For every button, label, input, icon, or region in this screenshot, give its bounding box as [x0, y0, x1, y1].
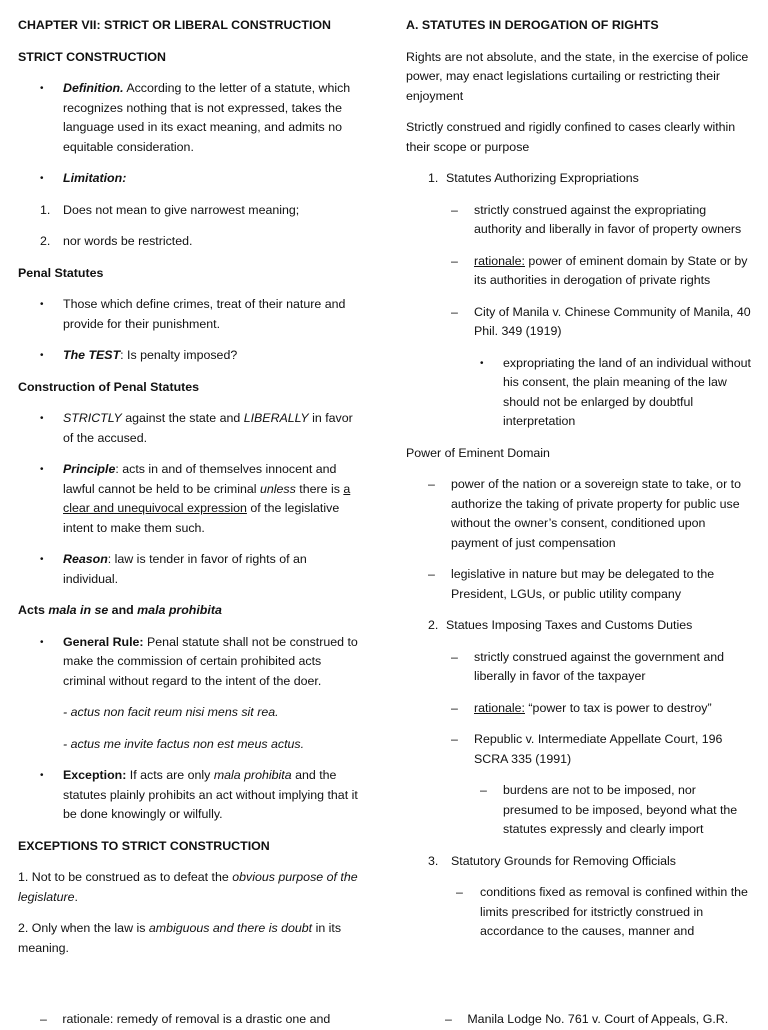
exception-2 [18, 919, 363, 958]
acts-a: Acts [18, 603, 49, 617]
bullet: • [40, 173, 44, 184]
case-holding: burdens are not to be imposed, nor presumed to be imposed, beyond what the statutes expressly and clearly import [503, 783, 738, 836]
principle-item [18, 460, 363, 538]
bullet: • [40, 83, 44, 94]
general-rule-item [18, 633, 363, 692]
dash: – [451, 202, 458, 217]
general-rule-text: Penal statute shall not be construed to make the commission of certain prohibited acts criminal without regard to the intent of the doer. [63, 634, 358, 688]
strictly-end: in favor of the accused. [63, 411, 353, 445]
limitation-2-text: nor words be restricted. [63, 234, 193, 248]
case-holding: expropriating the land of an individual without his consent, the plain meaning of the law should not be enlarged by doubtful interpretation [503, 355, 751, 428]
expropriations-item [406, 169, 751, 189]
liberally-word: LIBERALLY [243, 411, 309, 425]
definition-item [18, 79, 363, 157]
limitation-item [18, 169, 363, 189]
principle-text-c: of the legislative intent to make them such. [63, 501, 340, 535]
exception-label: Exception: [63, 768, 127, 782]
expropriations-title: Statutes Authorizing Expropriations [446, 171, 639, 185]
strictly-construed-paragraph: Strictly construed and rigidly confined to cases clearly within their scope or purpose [406, 120, 736, 154]
penal-statutes-heading: Penal Statutes [18, 265, 104, 280]
principle-text-b: there is [295, 481, 344, 496]
right-tail-item [445, 1010, 728, 1030]
rights-paragraph: Rights are not absolute, and the state, in the exercise of police power, may enact legislations curtailing or restricting their enjoyment [406, 49, 749, 103]
expropriation-dash-3 [406, 303, 751, 342]
left-tail-text: rationale: remedy of removal is a drastic one and [62, 1012, 331, 1026]
exception-mala-prohibita: mala prohibita [213, 768, 292, 782]
bullet: • [40, 464, 44, 475]
tax-sub-dash [406, 781, 751, 840]
eminent-dash-1 [406, 475, 751, 553]
exc2-em: ambiguous and there is doubt [148, 921, 313, 935]
strictly-word: STRICTLY [63, 411, 122, 425]
latin-maxim-1: - actus non facit reum nisi mens sit rea. [63, 705, 279, 719]
dash: – [451, 732, 458, 746]
test-label: The TEST [63, 348, 121, 362]
exc2-b: in its meaning. [18, 921, 342, 955]
exc1-a: 1. Not to be construed as to defeat the [18, 870, 233, 884]
exception-1 [18, 868, 363, 907]
acts-mala-prohibita: mala prohibita [137, 603, 222, 617]
exc2-a: 2. Only when the law is [18, 921, 149, 935]
reason-label: Reason [63, 552, 108, 566]
acts-and: and [108, 603, 138, 617]
strictly-mid: against the state and [121, 411, 244, 425]
list-number: 3. [428, 853, 439, 868]
expropriation-text-1: strictly construed against the expropriating authority and liberally in favor of property owners [474, 202, 742, 236]
taxes-item [406, 616, 751, 636]
bullet: • [40, 554, 44, 565]
chapter-title: CHAPTER VII: STRICT OR LIBERAL CONSTRUCTION [18, 18, 331, 32]
eminent-dash-2 [406, 565, 751, 604]
reason-text: : law is tender in favor of rights of an individual. [63, 552, 307, 586]
definition-label: Definition. [63, 81, 124, 95]
principle-label: Principle [63, 462, 116, 476]
exception-b: and the statutes plainly prohibits an act without implying that it be done knowingly or wilfully. [63, 768, 358, 821]
dash: – [451, 253, 458, 268]
tax-dash-3 [406, 730, 751, 769]
removal-text-1: conditions fixed as removal is confined within the limits prescribed for itstrictly construed in accordance to the causes, manner and [480, 885, 748, 938]
principle-unless: unless [260, 481, 296, 496]
rationale-label: rationale: [474, 253, 525, 268]
expropriation-dash-2 [406, 252, 751, 291]
exc1-b: . [74, 889, 78, 904]
dash: – [445, 1012, 452, 1026]
reason-item [18, 550, 363, 589]
bullet: • [40, 350, 44, 361]
bullet: • [40, 299, 44, 310]
acts-mala-in-se: mala in se [48, 603, 109, 617]
list-number: 2. [428, 618, 439, 632]
taxes-title: Statues Imposing Taxes and Customs Duties [446, 618, 693, 632]
left-column [18, 16, 363, 970]
latin-maxim-2: - actus me invite factus non est meus actus. [63, 736, 305, 751]
dash: – [40, 1012, 47, 1026]
exc1-em: obvious purpose of the legislature [18, 870, 358, 904]
construction-heading: Construction of Penal Statutes [18, 379, 200, 394]
test-item [18, 346, 363, 366]
tax-dash-1 [406, 648, 751, 687]
principle-text-a: : acts in and of themselves innocent and lawful cannot be held to be criminal [63, 462, 337, 496]
eminent-text-1: power of the nation or a sovereign state to take, or to authorize the taking of private property for public use without the owner’s consent, conditioned upon payment of just compensation [451, 477, 741, 550]
dash: – [428, 477, 435, 491]
rationale-text: “power to tax is power to destroy” [524, 700, 712, 715]
limitation-2 [18, 232, 363, 252]
list-number: 2. [40, 234, 51, 248]
bullet: • [40, 636, 44, 648]
dash: – [456, 885, 463, 899]
expropriation-dash-1 [406, 201, 751, 240]
right-column [406, 16, 751, 954]
list-number: 1. [428, 171, 439, 185]
bullet: • [40, 413, 44, 424]
dash: – [451, 304, 458, 319]
exception-item [18, 766, 363, 825]
expropriation-sub-bullet [406, 354, 751, 432]
removal-title: Statutory Grounds for Removing Officials [451, 853, 676, 868]
eminent-domain-heading: Power of Eminent Domain [406, 445, 550, 460]
exception-a: If acts are only [126, 768, 214, 782]
tax-dash-2 [406, 699, 751, 719]
general-rule-label: General Rule: [63, 634, 144, 649]
limitation-label: Limitation: [63, 171, 127, 185]
removal-dash-1 [406, 883, 751, 942]
strictly-item [18, 409, 363, 448]
case-citation: Republic v. Intermediate Appellate Court, 196 SCRA 335 (1991) [474, 732, 723, 766]
dash: – [480, 783, 487, 797]
left-tail-item [40, 1010, 330, 1030]
dash: – [451, 649, 458, 664]
removal-item [406, 852, 751, 872]
test-text: : Is penalty imposed? [120, 348, 238, 362]
limitation-1-text: Does not mean to give narrowest meaning; [63, 202, 300, 217]
strict-construction-heading: STRICT CONSTRUCTION [18, 49, 166, 64]
penal-definition-text: Those which define crimes, treat of their nature and provide for their punishment. [63, 297, 346, 331]
dash: – [451, 700, 458, 715]
limitation-1 [18, 201, 363, 221]
acts-heading [18, 601, 363, 621]
rationale-label: rationale: [474, 700, 525, 715]
list-number: 1. [40, 202, 51, 217]
exceptions-heading: EXCEPTIONS TO STRICT CONSTRUCTION [18, 838, 270, 853]
rationale-text: power of eminent domain by State or by its authorities in derogation of private rights [474, 253, 748, 287]
eminent-text-2: legislative in nature but may be delegated to the President, LGUs, or public utility company [451, 567, 715, 601]
penal-definition-item [18, 295, 363, 334]
definition-text: According to the letter of a statute, which recognizes nothing that is not expressed, takes the language used in its exact meaning, and admits no equitable consideration. [63, 81, 351, 154]
derogation-heading: A. STATUTES IN DEROGATION OF RIGHTS [406, 18, 659, 32]
bullet: • [40, 770, 44, 781]
tax-text-1: strictly construed against the government and liberally in favor of the taxpayer [474, 649, 725, 683]
dash: – [428, 567, 435, 581]
right-tail-text: Manila Lodge No. 761 v. Court of Appeals, G.R. [467, 1012, 729, 1026]
bullet: • [480, 357, 484, 369]
principle-underlined: a clear and unequivocal expression [63, 481, 351, 515]
case-citation: City of Manila v. Chinese Community of Manila, 40 Phil. 349 (1919) [474, 304, 751, 338]
